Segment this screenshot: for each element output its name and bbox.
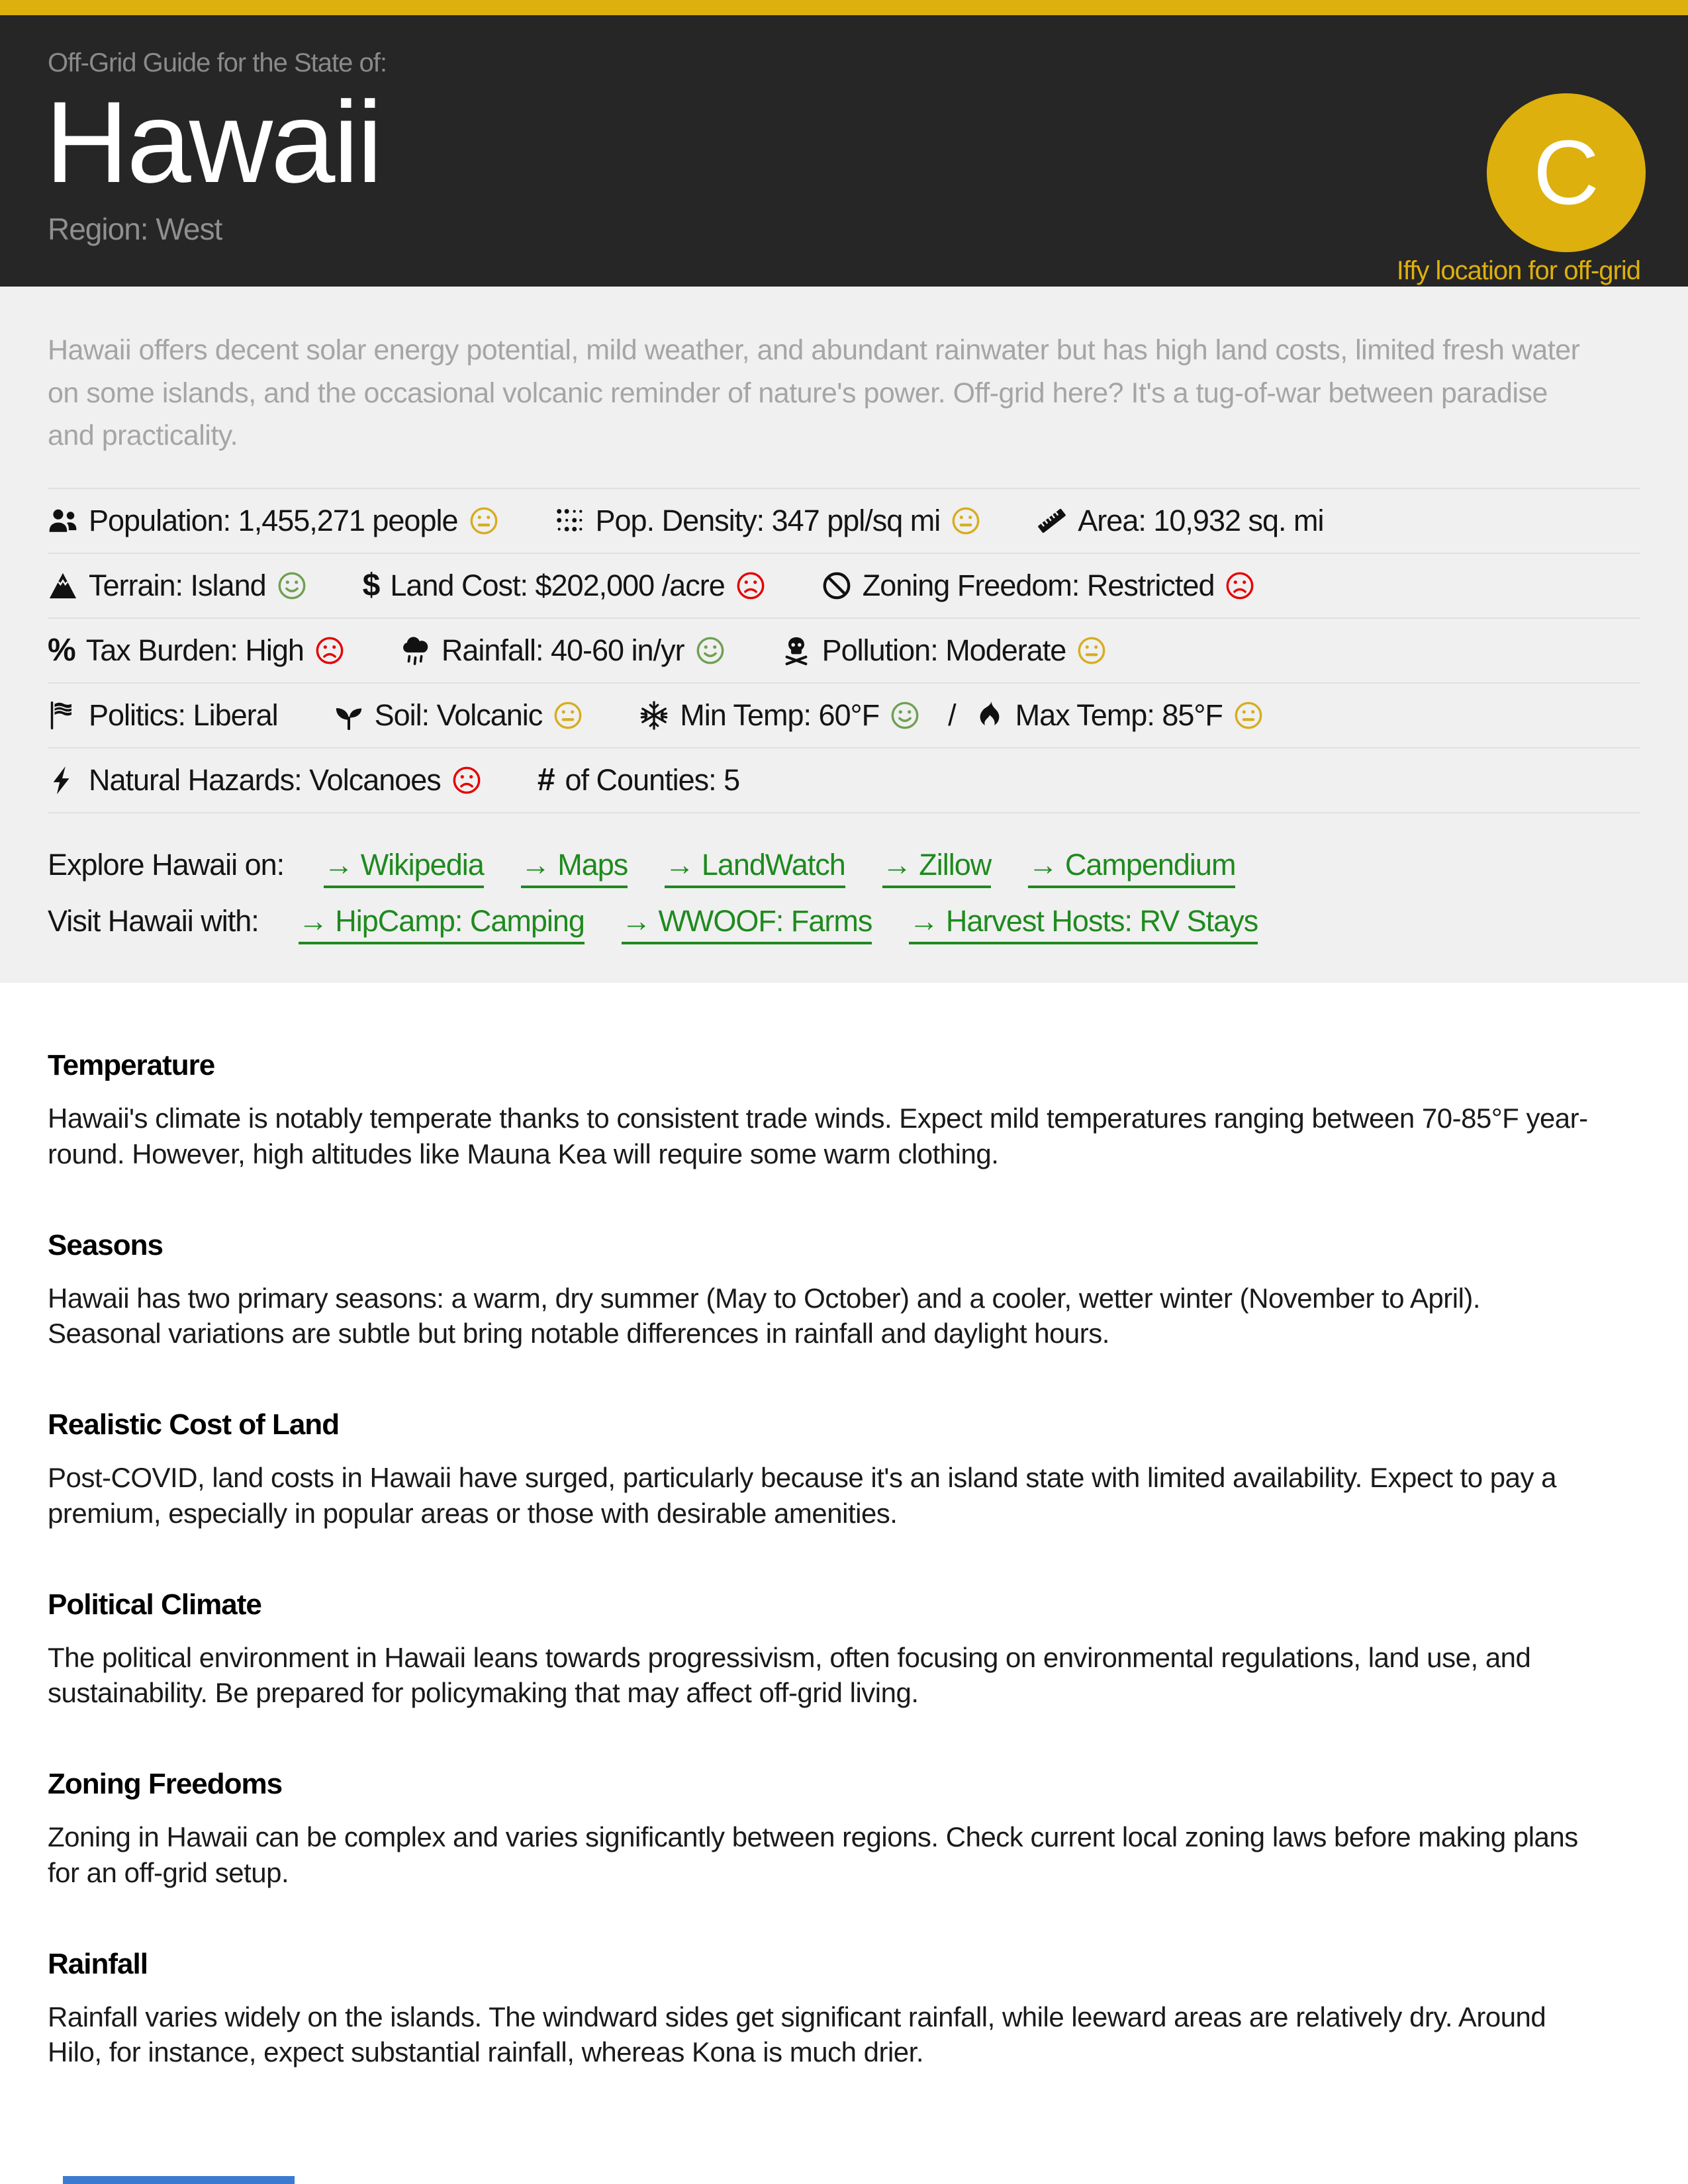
link-wwoof[interactable]: → WWOOF: Farms	[622, 904, 872, 944]
rain-icon	[400, 635, 431, 666]
state-summary: Hawaii offers decent solar energy potential, mild weather, and abundant rainwater but has high land costs, limited fresh water on some islands, and the occasional volcanic reminder of nature's power. Off-grid here? It's a tug-of-war between paradise and practicality.	[48, 334, 1580, 451]
section-temperature	[48, 1049, 1640, 1172]
dollar-icon: $	[362, 567, 380, 603]
stat-pollution	[781, 633, 1107, 668]
link-landwatch[interactable]: → LandWatch	[665, 848, 845, 888]
smiley-good-icon	[890, 700, 920, 731]
stat-soil-label: Soil: Volcanic	[374, 698, 543, 732]
link-wikipedia[interactable]: → Wikipedia	[324, 848, 484, 888]
stat-terrain	[48, 569, 307, 603]
summary-panel	[0, 287, 1688, 983]
smiley-bad-icon	[451, 765, 482, 796]
stat-min-temp-label: Min Temp: 60°F	[680, 698, 880, 732]
section-cost-of-land-heading: Realistic Cost of Land	[48, 1408, 340, 1441]
stat-zoning-freedom	[821, 569, 1256, 603]
smiley-neutral-icon	[553, 700, 583, 731]
stat-rainfall	[400, 633, 726, 668]
stat-row	[48, 684, 1640, 749]
stat-tax-burden-label: Tax Burden: High	[85, 633, 304, 667]
section-rainfall-heading: Rainfall	[48, 1947, 148, 1980]
guide-sections	[0, 983, 1688, 2070]
grade-letter: C	[1533, 121, 1599, 224]
section-zoning-freedoms-body: Zoning in Hawaii can be complex and varies significantly between regions. Check current local zoning laws before making plans for an off-grid setup.	[48, 1821, 1578, 1888]
stat-natural-hazards-label: Natural Hazards: Volcanoes	[89, 762, 441, 797]
stat-counties-label: of Counties: 5	[565, 762, 740, 797]
link-hipcamp[interactable]: → HipCamp: Camping	[299, 904, 585, 944]
link-row-label: Visit Hawaii with:	[48, 903, 259, 938]
ruler-icon	[1037, 506, 1067, 536]
stat-land-cost	[363, 569, 766, 603]
smiley-bad-icon	[314, 635, 345, 666]
stat-soil	[334, 698, 584, 733]
top-accent-bar	[0, 0, 1688, 15]
stat-row	[48, 554, 1640, 619]
stat-pop-density-label: Pop. Density: 347 ppl/sq mi	[595, 503, 941, 537]
link-maps[interactable]: → Maps	[521, 848, 628, 888]
temp-separator: /	[948, 698, 956, 732]
stat-area-label: Area: 10,932 sq. mi	[1078, 503, 1324, 537]
link-harvest-hosts[interactable]: → Harvest Hosts: RV Stays	[909, 904, 1258, 944]
smiley-good-icon	[277, 570, 307, 601]
stat-population-label: Population: 1,455,271 people	[89, 503, 458, 537]
stat-population	[48, 504, 499, 538]
link-campendium[interactable]: → Campendium	[1028, 848, 1235, 888]
section-cost-of-land-body: Post-COVID, land costs in Hawaii have surged, particularly because it's an island state with limited availability. Expect to pay a premium, especially in popular areas or those with desirable amenities.	[48, 1462, 1557, 1529]
link-row	[48, 848, 1640, 888]
links-block	[48, 848, 1640, 944]
section-zoning-freedoms	[48, 1768, 1640, 1891]
percent-icon: %	[48, 632, 75, 668]
skull-icon	[781, 635, 812, 666]
page-title: Hawaii	[45, 78, 381, 207]
stat-tax-burden	[48, 633, 345, 668]
page-header	[0, 15, 1688, 287]
stat-row	[48, 749, 1640, 813]
mountain-icon	[48, 570, 78, 601]
section-seasons-body: Hawaii has two primary seasons: a warm, dry summer (May to October) and a cooler, wetter winter (November to April). Seasonal variations are subtle but bring notable differences in rainfall and daylight hours.	[48, 1282, 1481, 1349]
stat-row	[48, 489, 1640, 554]
smiley-bad-icon	[1225, 570, 1255, 601]
section-rainfall	[48, 1948, 1640, 2071]
stat-row	[48, 619, 1640, 684]
flag-icon	[48, 700, 78, 731]
section-seasons-heading: Seasons	[48, 1228, 163, 1261]
hash-icon: #	[537, 762, 555, 797]
smiley-neutral-icon	[469, 506, 499, 536]
link-zillow[interactable]: → Zillow	[882, 848, 992, 888]
fire-icon	[974, 700, 1005, 731]
stat-max-temp	[948, 698, 1264, 733]
stat-politics-label: Politics: Liberal	[89, 698, 278, 732]
stat-politics	[48, 698, 278, 733]
smiley-good-icon	[695, 635, 726, 666]
section-zoning-freedoms-heading: Zoning Freedoms	[48, 1768, 283, 1800]
ban-icon	[821, 570, 852, 601]
stat-zoning-freedom-label: Zoning Freedom: Restricted	[862, 568, 1215, 602]
section-political-climate-body: The political environment in Hawaii leans towards progressivism, often focusing on environmental regulations, land use, and sustainability. Be prepared for policymaking that may affect off-grid living.	[48, 1641, 1531, 1709]
braille-icon	[555, 506, 585, 536]
section-cost-of-land	[48, 1408, 1640, 1531]
section-political-climate-heading: Political Climate	[48, 1588, 261, 1621]
guide-kicker: Off-Grid Guide for the State of:	[48, 48, 387, 77]
stat-rainfall-label: Rainfall: 40-60 in/yr	[441, 633, 684, 667]
section-seasons	[48, 1229, 1640, 1352]
stat-pollution-label: Pollution: Moderate	[821, 633, 1066, 667]
stats-table	[48, 488, 1640, 813]
region-label: Region: West	[48, 212, 222, 246]
stat-terrain-label: Terrain: Island	[89, 568, 266, 602]
smiley-neutral-icon	[1233, 700, 1264, 731]
seedling-icon	[334, 700, 364, 731]
link-row	[48, 904, 1640, 944]
stat-min-temp	[639, 698, 920, 733]
smiley-bad-icon	[735, 570, 766, 601]
bolt-icon	[48, 765, 78, 796]
stat-area	[1037, 504, 1323, 538]
section-rainfall-body: Rainfall varies widely on the islands. The windward sides get significant rainfall, while leeward areas are relatively dry. Around Hilo, for instance, expect substantial rainfall, whereas Kona is much drier.	[48, 2001, 1546, 2068]
stat-counties	[538, 763, 739, 797]
grade-caption: Iffy location for off-grid	[1396, 256, 1640, 285]
link-row-label: Explore Hawaii on:	[48, 847, 285, 882]
users-icon	[48, 506, 78, 536]
snowflake-icon	[639, 700, 669, 731]
smiley-neutral-icon	[1076, 635, 1107, 666]
stat-land-cost-label: Land Cost: $202,000 /acre	[390, 568, 725, 602]
stat-max-temp-label: Max Temp: 85°F	[1015, 698, 1223, 732]
section-political-climate	[48, 1588, 1640, 1711]
grade-badge	[1487, 93, 1646, 252]
smiley-neutral-icon	[951, 506, 981, 536]
section-temperature-heading: Temperature	[48, 1049, 215, 1081]
section-temperature-body: Hawaii's climate is notably temperate thanks to consistent trade winds. Expect mild temperatures ranging between 70-85°F year-round. However, high altitudes like Mauna Kea will require some warm clothing.	[48, 1103, 1588, 1169]
stat-pop-density	[555, 504, 982, 538]
stat-natural-hazards	[48, 763, 482, 797]
bottom-blue-peek	[63, 2176, 295, 2184]
